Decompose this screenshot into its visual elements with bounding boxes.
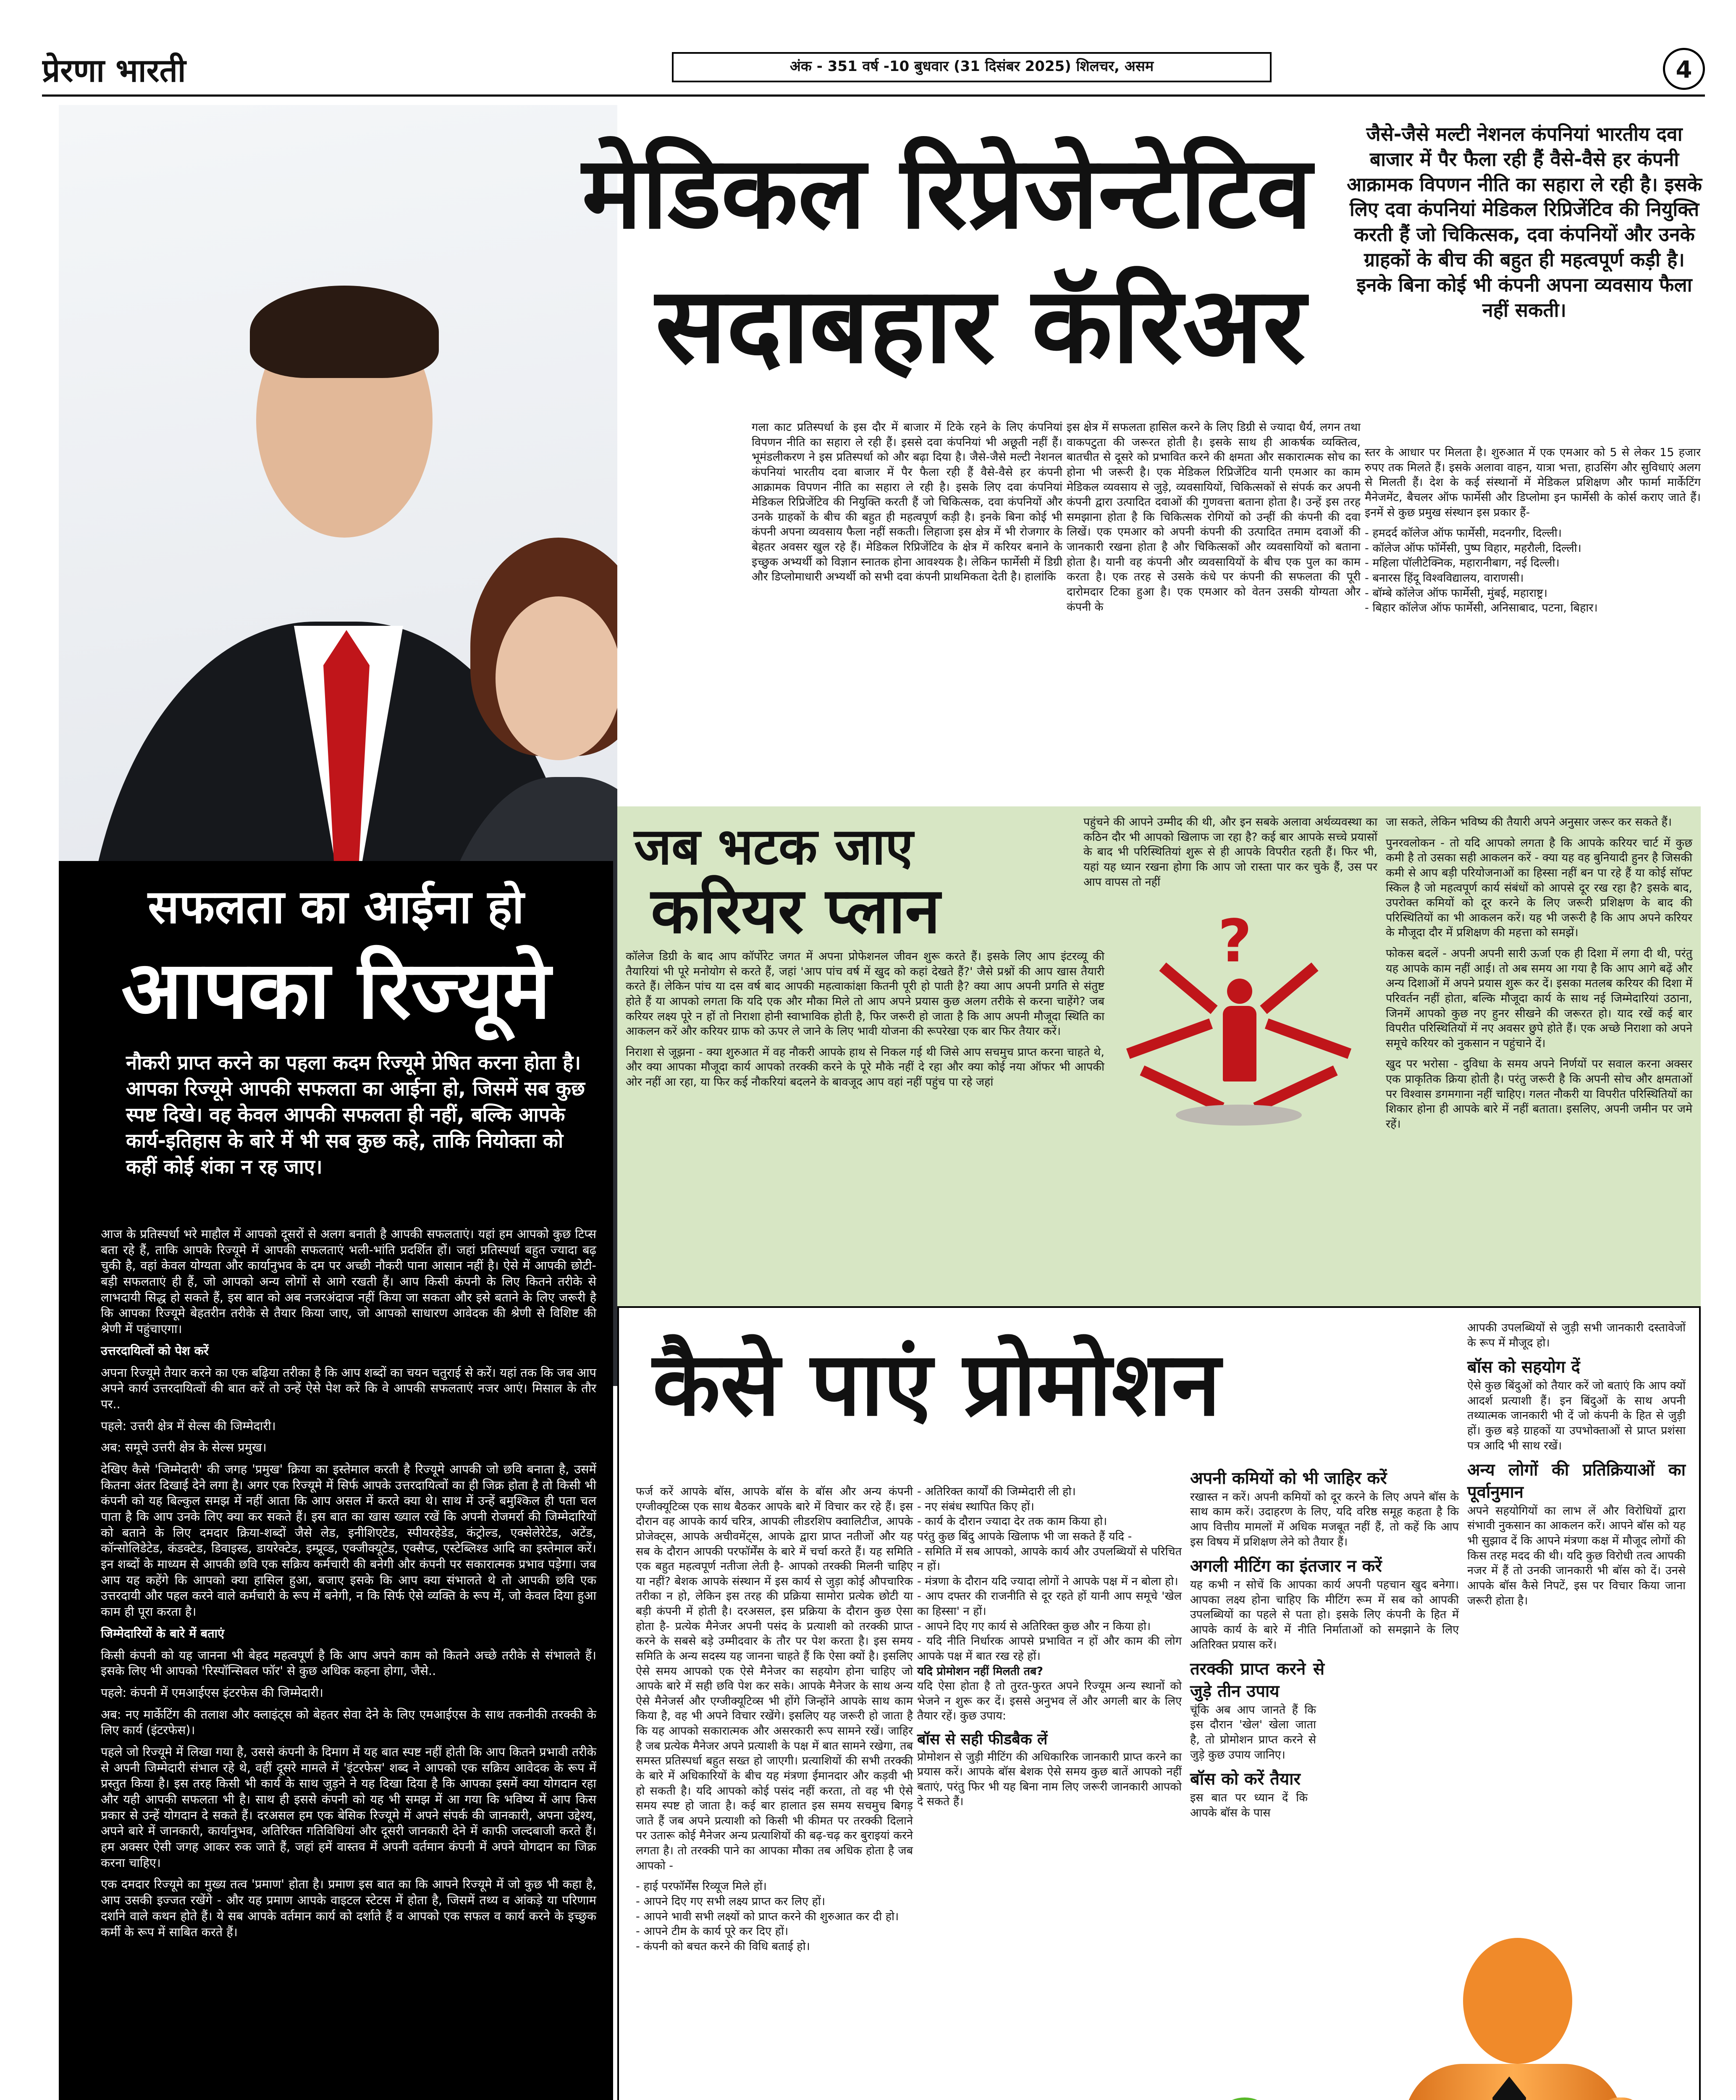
promotion-list-item: - कार्य के दौरान ज्यादा देर तक काम किया हो। [917,1515,1107,1528]
medical-rep-col2: इस क्षेत्र में सफलता हासिल करने के लिए डिग्री से ज्यादा धैर्य, लगन तथा वाकपटुता की जरूरत होती है। इसके साथ ही आकर्षक व्यक्तित्व, बातचीत से दूसरे को प्रभावित करने की क्षमता और सकारात्मक सोच का होना भी जरूरी है। एक मेडिकल रिप्रिजेंटिव यानी एमआर का काम मेडिकल व्यवसाय से जुड़े, व्यवसायियों, चिकित्सकों से संपर्क कर अपनी कंपनी द्वारा उत्पादित दवाओं की गुणवत्ता बताना होता है। उन्हें इस तरह समझाना होता है कि चिकित्सक रोगियों को उन्हीं की कंपनी की दवा लिखें। एक एमआर को अपनी कंपनी की उत्पादित तमाम दवाओं की जानकारी रखना होता है और चिकित्सकों और व्यवसायियों को बताना होता है। यानी वह कंपनी और व्यवसायियों के बीच एक पुल का काम करता है। एक तरह से उसके कंधे पर कंपनी की सफलता की पूरी दारोमदार टिका हुआ है। एक एमआर को वेतन उसकी योग्यता और कंपनी के [1067,421,1361,614]
medical-rep-col1: गला काट प्रतिस्पर्धा के इस दौर में बाजार में टिके रहने के लिए कंपनियां विपणन नीति का सहारा ले रही हैं। इससे दवा कंपनियां भी अछूती नहीं हैं। भूमंडलीकरण ने इस प्रतिस्पर्धा को और बढ़ा दिया है। जैसे-जैसे मल्टी नेशनल कंपनियां भारतीय दवा बाजार में पैर फैला रही हैं वैसे-वैसे हर कंपनी आक्रामक विपणन नीति का सहारा ले रही है। इसके लिए दवा कंपनियां मेडिकल रिप्रिजेंटिव की नियुक्ति करती हैं जो चिकित्सक, दवा कंपनियों और उनके ग्राहकों के बीच की बहुत ही महत्वपूर्ण कड़ी है। इनके बिना कोई भी कंपनी अपना व्यवसाय फैला नहीं सकती। लिहाजा इस क्षेत्र में भी रोजगार के बेहतर अवसर खुल रहे हैं। मेडिकल रिप्रिजेंटिव के क्षेत्र में करियर बनाने के इच्छुक अभ्यर्थी को विज्ञान स्नातक होना आवश्यक है। लेकिन फार्मेसी में डिग्री और डिप्लोमाधारी अभ्यर्थी को सभी दवा कंपनी प्राथमिकता देती है। हालांकि [752,421,1062,584]
institute-item: - बनारस हिंदू विश्वविद्यालय, वाराणसी। [1365,572,1524,585]
promotion-subheading: अगली मीटिंग का इंतजार न करें [1190,1557,1382,1576]
promotion-para: इस बात पर ध्यान दें कि आपके बॉस के पास [1190,1791,1308,1819]
resume-para: पहले जो रिज्यूमे में लिखा गया है, उससे कंपनी के दिमाग में यह बात स्पष्ट नहीं होती कि आप कितने प्रभावी तरीके से अपनी जिम्मेदारी संभाल रहे थे, वहीं दूसरे मामले में 'इंटरफेस' शब्द ने आपको एक सक्रिय आवेदक के रूप में प्रस्तुत किया है। इस तरह किसी भी कार्य के साथ जुड़ने ने यह दिखा दिया है कि आपका इसमें क्या योगदान रहा और यही आपकी सफलता भी है। साथ ही इससे कंपनी को यह भी समझ में आ गया कि भविष्य में आप किस प्रकार से उन्हें योगदान दे सकते हैं। दरअसल हम एक बेसिक रिज्यूमे में अपने संपर्क की जानकारी, अपना उद्देश्य, अपने बारे में जानकारी, कार्यानुभव, अतिरिक्त गतिविधियां और दूसरी जानकारी देने में काफी जल्दबाजी करते हैं। हम अक्सर ऐसी जगह आकर रुक जाते हैं, जहां हमें वास्तव में अपनी वर्तमान कंपनी में अपने योगदान का जिक्र करना चाहिए। [101,1744,596,1870]
question-mark-icon: ? [1218,907,1252,976]
resume-subheading: उत्तरदायित्वों को पेश करें [101,1343,209,1358]
promotion-list-item: - आपने दिए गए सभी लक्ष्य प्राप्त कर लिए हों। [636,1895,826,1908]
resume-feature [59,861,613,2100]
promotion-subheading: अन्य लोगों की प्रतिक्रियाओं का पूर्वानुमान [1467,1460,1686,1502]
career-plan-para: जा सकते, लेकिन भविष्य की तैयारी अपने अनुसार जरूर कर सकते हैं। [1386,816,1672,829]
resume-para: देखिए कैसे 'जिम्मेदारी' की जगह 'प्रमुख' क्रिया का इस्तेमाल करती है रिज्यूमे आपकी जो छवि बनाता है, उसमें कितना अंतर दिखाई देने लगा है। अगर एक रिज्यूमे में सिर्फ आपके उत्तरदायित्वों का ही जिक्र होता है तो किसी भी कंपनी को यह बिल्कुल समझ में नहीं आता कि आप असल में करते क्या थे। साथ में उन्हें बमुश्किल ही पता चल पाता है कि आप उनके लिए क्या कर सकते हैं। इस बात का खास ख्याल रखें कि अपनी रोजमर्रा की जिम्मेदारियों को बताने के लिए दमदार क्रिया-शब्दों जैसे लेड, इनीशिएटेड, स्पीयरहेडेड, कंट्रोल्ड, एक्सेलेरेटेड, अटेंड, कॉन्सोलिडेटेड, कंडक्टेड, डिवाइस्ड, डायरेक्टेड, इम्प्रूव्ड, एक्जीक्यूटेड, एक्सैप्ड, एस्टेब्लिश्ड आदि का इस्तेमाल करें। इन शब्दों के माध्यम से आपकी छवि एक सक्रिय कर्मचारी की बनेगी और कंपनी पर सकारात्मक प्रभाव पड़ेगा। जब आप यह कहेंगे कि आपको क्या हासिल हुआ, बजाए इसके कि आप क्या संभालते थे तो आपकी छवि एक उत्तरदायी और पहल करने वाले कर्मचारी के रूप में बनेगी, न कि सिर्फ ऐसे व्यक्ति के रूप में, जो केवल दिया हुआ काम ही पूरा करता है। [101,1462,596,1619]
promotion-list-item: परंतु कुछ बिंदु आपके खिलाफ भी जा सकते हैं यदि - [917,1530,1132,1543]
institute-item: - बिहार कॉलेज ऑफ फार्मेसी, अनिसाबाद, पटना, बिहार। [1365,601,1598,615]
medical-rep-headline [529,130,1365,433]
career-plan-para: पुनरवलोकन - तो यदि आपको लगता है कि आपके करियर चार्ट में कुछ कमी है तो उसका सही आकलन करें - क्या यह वह बुनियादी हुनर है जिसकी कमी से आप बड़ी परियोजनाओं का हिस्सा नहीं बन पा रहे हैं या कोई सॉफ्ट स्किल है जो महत्वपूर्ण कार्य संबंधों को आपसे दूर रख रहा है? इसके बाद, उपरोक्त कमियों को दूर करने के लिए जरूरी प्रशिक्षण के बाद की परिस्थितियों का भी आकलन करें। यह भी जरूरी है कि आप अपने करियर के मौजूदा दौर में प्रशिक्षण की महत्ता को समझें। [1386,836,1692,940]
career-plan-headline-line1: जब भटक जाए [634,818,913,876]
promotion-para: चूंकि अब आप जानते हैं कि इस दौरान 'खेल' खेला जाता है, तो प्रोमोशन प्राप्त करने से जुड़े कुछ उपाय जानिए। [1190,1703,1316,1761]
masthead [42,46,1705,97]
career-plan-headline-line2: करियर प्लान [651,874,940,948]
resume-para: अपना रिज्यूमे तैयार करने का एक बढ़िया तरीका है कि आप शब्दों का चयन चतुराई से करें। यहां तक कि जब आप अपने कार्य उत्तरदायित्वों की बात करें तो उन्हें ऐसे पेश करें कि वे आपकी सफलताएं नजर आएं। मिसाल के तौर पर.. [101,1365,596,1411]
career-plan-para: कॉलेज डिग्री के बाद आप कॉर्पोरेट जगत में अपना प्रोफेशनल जीवन शुरू करते हैं। इसके लिए आप इंटरव्यू की तैयारियां भी पूरे मनोयोग से करते हैं, जहां 'आप पांच वर्ष में खुद को कहां देखते हैं?' जैसे प्रश्नों की आप खास तैयारी करते हैं। लेकिन पांच या दस वर्ष बाद आपकी महत्वाकांक्षा कितनी पूरी हो पाती है? क्या आप अपनी प्रगति से संतुष्ट होते हैं या आपको लगता कि यदि एक और मौका मिले तो आप अपने प्रयास कुछ अलग तरीके से करना चाहेंगे? जब करियर लक्ष्य पूरे न हों तो निराशा होनी स्वाभाविक होती है, फिर जरूरी हो जाता है कि आप अपनी मौजूदा स्थिति का आकलन करें और करियर ग्राफ को ऊपर ले जाने के लिए भावी योजना की रूपरेखा एक बार फिर तैयार करें। [626,950,1104,1038]
medical-rep-headline-line1: मेडिकल रिप्रेजेन्टेटिव [582,135,1312,251]
orange-figure-illustration [1308,1938,1694,2100]
medical-rep-col3-text: स्तर के आधार पर मिलता है। शुरुआत में एक एमआर को 5 से लेकर 15 हजार रुपए तक मिलते हैं। इसके अलावा वाहन, यात्रा भत्ता, हाउसिंग और सुविधाएं अलग से मिलती हैं। देश के कई संस्थानों में मेडिकल प्रशिक्षण और फार्मा मार्केटिंग मैनेजमेंट, बैचलर ऑफ फार्मेसी और डिप्लोमा इन फार्मेसी के कोर्स कराए जाते हैं। इनमें से कुछ प्रमुख संस्थान इस प्रकार हैं- [1365,446,1701,519]
promotion-para: अपने सहयोगियों का लाभ लें और विरोधियों द्वारा संभावी नुकसान का आकलन करें। आपने बॉस को यह भी सुझाव दें कि आपने मंत्रणा कक्ष में मौजूद लोगों की किस तरह मदद की थी। यदि कुछ विरोधी तत्व आपकी नजर में हैं तो उनकी जानकारी भी बॉस को दें। उनसे आपके बॉस कैसे निपटें, इस पर विचार किया जाना जरूरी होता है। [1467,1504,1686,1607]
promotion-list-item: - समिति में सब आपको, आपके कार्य और उपलब्धियों से परिचित न हों। [917,1545,1182,1573]
medical-rep-headline-line2: सदाबहार कॅरिअर [655,264,1306,386]
promotion-list-item: - आपने दिए गए कार्य से अतिरिक्त कुछ और न किया हो। [917,1620,1151,1633]
resume-para: पहले: कंपनी में एमआईएस इंटरफेस की जिम्मेदारी। [101,1685,323,1700]
resume-para: आज के प्रतिस्पर्धा भरे माहौल में आपको दूसरों से अलग बनाती है आपकी सफलताएं। यहां हम आपको कुछ टिप्स बता रहे हैं, ताकि आपके रिज्यूमे में आपकी सफलताएं भली-भांति प्रदर्शित हों। जहां प्रतिस्पर्धा बहुत ज्यादा बढ़ चुकी है, वहां केवल योग्यता और कार्यानुभव के दम पर अच्छी नौकरी पाना आसान नहीं है। ऐसे में आपकी छोटी-बड़ी सफलताएं ही हैं, जो आपको अन्य लोगों से आगे रखती हैं। आप किसी कंपनी के लिए कितने तरीके से लाभदायी सिद्ध हो सकते हैं, इस बात को अब नजरअंदाज नहीं किया जा सकता और इसे बताने के लिए जरूरी है कि आपका रिज्यूमे बेहतरीन तरीके से तैयार किया जाए, जो आपको साधारण आवेदक की श्रेणी से विशिष्ट की श्रेणी में पहुंचाएगा। [101,1227,596,1336]
promotion-feature [617,1306,1701,2100]
promotion-para: ऐसे कुछ बिंदुओं को तैयार करें जो बताएं कि आप क्यों आदर्श प्रत्याशी हैं। इन बिंदुओं के साथ अपनी तथ्यात्मक जानकारी भी दें जो कंपनी के हित से जुड़ी हों। कुछ बड़े ग्राहकों या उपभोक्ताओं से प्राप्त प्रशंसा पत्र आदि भी साथ रखें। [1467,1379,1686,1452]
promotion-subheading: अपनी कमियों को भी जाहिर करें [1190,1469,1387,1488]
promotion-col2 [917,1484,1182,2100]
institute-list [1365,526,1701,616]
career-plan-col1 [626,949,1104,1302]
resume-headline-line2: आपका रिज्यूमे [121,944,551,1037]
medical-rep-intro: जैसे-जैसे मल्टी नेशनल कंपनियां भारतीय दवा बाजार में पैर फैला रही हैं वैसे-वैसे हर कंपनी आक्रामक विपणन नीति का सहारा ले रही है। इसके लिए दवा कंपनियां मेडिकल रिप्रिजेंटिव की नियुक्ति करती हैं जो चिकित्सक, दवा कंपनियों और उनके ग्राहकों के बीच की बहुत ही महत्वपूर्ण कड़ी है। इनके बिना कोई भी कंपनी अपना व्यवसाय फैला नहीं सकती। [1347,123,1702,321]
feedback-heading: बॉस से सही फीडबैक लें [917,1731,1048,1748]
career-plan-col3 [1386,815,1692,1302]
promotion-para: रखास्त न करें। अपनी कमियों को दूर करने के लिए अपने बॉस के साथ काम करें। उदाहरण के लिए, यदि वरिष्ठ समूह कहता है कि आप वित्तीय मामलों में अधिक मजबूत नहीं हैं, तो कहें कि आप इस विषय में प्रशिक्षण लेने को तैयार हैं। [1190,1490,1459,1549]
promotion-col1 [636,1484,913,2100]
promotion-list-item: - यदि नीति निर्धारक आपसे प्रभावित न हों और काम की लोग आपके पक्ष में बात रख रहे हों। [917,1635,1182,1663]
promotion-para: फर्ज करें आपके बॉस, आपके बॉस के बॉस और अन्य कंपनी एग्जीक्यूटिव्स एक साथ बैठकर आपके बारे में विचार कर रहे हैं। इस दौरान वह आपके कार्य चरित्र, आपकी लीडरशिप क्वालिटीज, आपके प्रोजेक्ट्स, आपके अचीवमेंट्स, आपके द्वारा प्राप्त नतीजों और यह सब के दौरान आपकी परफॉर्मेंस के बारे में चर्चा करते हैं। यह समिति एक बहुत महत्वपूर्ण नतीजा लेती है- आपको तरक्की मिलनी चाहिए या नहीं? बेशक आपके संस्थान में इस कार्य से जुड़ा कोई औपचारिक तरीका न हो, लेकिन इस तरह की प्रक्रिया सामोरा प्रत्येक छोटी या बड़ी कंपनी में होती है। दरअसल, इस प्रक्रिया के दौरान कुछ ऐसा होता है- प्रत्येक मैनेजर अपनी पसंद के प्रत्याशी को तरक्की प्राप्त करने के सबसे बड़े उम्मीदवार के तौर पर पेश करता है। इस समय समिति के अन्य सदस्य यह जानना चाहते हैं कि ऐसा क्यों है। इसलिए ऐसे समय आपको एक ऐसे मैनेजर का सहयोग होना चाहिए जो आपके बारे में सही छवि पेश कर सके। आपके मैनेजर के साथ अन्य ऐसे मैनेजर्स और एग्जीक्यूटिव्स भी होंगे जिन्होंने आपके साथ काम किया है, वह भी अपने विचार रखेंगे। इसलिए यह जरूरी हो जाता है कि यह आपको सकारात्मक और असरकारी रूप सामने रखें। जाहिर है जब प्रत्येक मैनेजर अपने प्रत्याशी के पक्ष में बात सामने रखेगा, तब समस्त प्रतिस्पर्धा बहुत सख्त हो जाएगी। प्रत्याशियों की सभी तरक्की के बारे में अधिकारियों के बीच यह मंत्रणा ईमानदार और कड़वी भी हो सकती है। यदि आपको कोई पसंद नहीं करता, तो वह भी ऐसे समय स्पष्ट हो जाता है। कई बार हालात इस समय सचमुच बिगड़ जाते हैं जब अपने प्रत्याशी को किसी भी कीमत पर तरक्की दिलाने पर उतारू कोई मैनेजर अन्य प्रत्याशियों की बढ़-चढ़ कर बुराइयां करने लगता है। तो तरक्की पाने का आपका मौका तब अधिक होता है जब आपको - [636,1485,913,1872]
promotion-para: यह कभी न सोचें कि आपका कार्य अपनी पहचान खुद बनेगा। आपका लक्ष्य होना चाहिए कि मीटिंग रूम में सब को आपकी उपलब्धियों का पहले से पता हो। इसके लिए कंपनी के हित में आपके कार्य के बारे में नीति निर्माताओं को समझाने के लिए अतिरिक्त प्रयास करें। [1190,1578,1459,1651]
career-plan-feature [617,806,1701,1306]
promotion-list-item: - आप दफ्तर की राजनीति से दूर रहते हों यानी आप समूचे 'खेल का हिस्सा' न हों। [917,1590,1182,1618]
promotion-subheading: बॉस को करें तैयार [1190,1769,1301,1789]
promotion-list-item: - आपने भावी सभी लक्ष्यों को प्राप्त करने की शुरुआत कर दी हो। [636,1910,899,1923]
paper-name: प्रेरणा भारती [42,52,186,89]
resume-subheading: जिम्मेदारियों के बारे में बताएं [101,1626,225,1641]
career-plan-para: निराशा से जूझना - क्या शुरुआत में वह नौकरी आपके हाथ से निकल गई थी जिसे आप सचमुच प्राप्त करना चाहते थे, और क्या आपका मौजूदा कार्य आपको तरक्की करने के पूरे मौके नहीं दे रहा और क्या कोई नया ऑफर भी आपकी ओर नहीं आ रहा, या फिर कई नौकरियां बदलने के बावजूद आप वहां नहीं पहुंच पा रहे जहां [626,1045,1104,1089]
resume-para: एक दमदार रिज्यूमे का मुख्य तत्व 'प्रमाण' होता है। प्रमाण इस बात का कि आपने रिज्यूमे में जो कुछ भी कहा है, आप उसकी इज्जत रखेंगे - और यह प्रमाण आपके वाइटल स्टेटस में होता है, जिसमें तथ्य व आंकड़े या परिणाम दर्शाने वाले कथन होते हैं। ये सब आपके वर्तमान कार्य को दर्शाते हैं व आपको एक सफल व कार्य करने के इच्छुक कर्मी के रूप में साबित करते हैं। [101,1877,596,1939]
promotion-list-item: यदि ऐसा होता है तो तुरत-फुरत अपने रिज्यूम अन्य स्थानों को भेजने न शुरू कर दें। इससे अनुभव लें और अगली बार के लिए तैयार रहें। कुछ उपाय: [917,1680,1182,1723]
feedback-text: प्रोमोशन से जुड़ी मीटिंग की अधिकारिक जानकारी प्राप्त करने का प्रयास करें। आपके बॉस बेशक ऐसे समय कुछ बातें आपको नहीं बताएं, परंतु फिर भी यह बिना नाम लिए जरूरी जानकारी आपको दे सकते हैं। [917,1750,1182,1809]
promotion-para: आपकी उपलब्धियों से जुड़ी सभी जानकारी दस्तावेजों के रूप में मौजूद हो। [1467,1321,1686,1349]
promotion-subheading: यदि प्रोमोशन नहीं मिलती तब? [917,1664,1044,1678]
resume-body [101,1226,596,2100]
page-number: 4 [1663,48,1705,90]
institute-item: - कॉलेज ऑफ फॉर्मेसी, पुष्प विहार, महरौली, दिल्ली। [1365,541,1581,555]
question-mark-illustration [1113,907,1365,1142]
promotion-list-item: - नए संबंध स्थापित किए हों। [917,1500,1034,1513]
institute-item: - महिला पॉलीटेक्निक, महारानीबाग, नई दिल्ली। [1365,556,1560,570]
resume-para: पहले: उत्तरी क्षेत्र में सेल्स की जिम्मेदारी। [101,1418,276,1433]
promotion-col4 [1467,1320,1686,1950]
career-plan-para: फोकस बदलें - अपनी अपनी सारी ऊर्जा एक ही दिशा में लगा दी थी, परंतु यह आपके काम नहीं आई। तो अब समय आ गया है कि आप आगे बढ़ें और अन्य दिशाओं में अपने प्रयास शुरू कर दें। इसका मतलब करियर की दिशा में परिवर्तन नहीं होता, बल्कि मौजूदा कार्य के साथ नई जिम्मेदारियां उठाना, जिनमें आपको कुछ नए हुनर सीखने की जरूरत हो। याद रखें कई बार विपरीत परिस्थितियों में नए अवसर छुपे होते हैं। एक अच्छे निराशा को अपने समूचे करियर को नुकसान न पहुंचाने दें। [1386,947,1692,1050]
promotion-list-item: - आपने टीम के कार्य पूरे कर दिए हों। [636,1925,789,1938]
promotion-subheading: बॉस को सहयोग दें [1467,1357,1580,1377]
resume-para: अब: समूचे उत्तरी क्षेत्र के सेल्स प्रमुख। [101,1440,267,1455]
institute-item: - बॉम्बे कॉलेज ऑफ फार्मेसी, मुंबई, महाराष्ट्र। [1365,586,1548,600]
promotion-list-item: - कंपनी को बचत करने की विधि बताई हो। [636,1940,810,1953]
medical-rep-col3 [1365,445,1701,865]
resume-intro: नौकरी प्राप्त करने का पहला कदम रिज्यूमे प्रेषित करना होता है। आपका रिज्यूमे आपकी सफलता का आईना हो, जिसमें सब कुछ स्पष्ट दिखे। वह केवल आपकी सफलता ही नहीं, बल्कि आपके कार्य-इतिहास के बारे में भी सब कुछ कहे, ताकि नियोक्ता को कहीं कोई शंका न रह जाए। [126,1051,585,1179]
promotion-list-item: - अतिरिक्त कार्यों की जिम्मेदारी ली हो। [917,1485,1076,1498]
resume-para: अब: नए मार्केटिंग की तलाश और क्लाइंट्स को बेहतर सेवा देने के लिए एमआईएस के साथ तकनीकी तरक्की के लिए कार्य (इंटरफेस)। [101,1707,596,1738]
career-plan-para: खुद पर भरोसा - दुविधा के समय अपने निर्णयों पर सवाल करना अक्सर एक प्राकृतिक क्रिया होती है। परंतु जरूरी है कि अपनी सोच और क्षमताओं पर विश्वास डगमगाना नहीं चाहिए। गलत नौकरी या विपरीत परिस्थितियों का शिकार होना ही आपके बारे में नहीं बताता। इसलिए, अपनी जमीन पर जमे रहें। [1386,1058,1692,1131]
promotion-headline: कैसे पाएं प्रोमोशन [653,1333,1221,1436]
institute-item: - हमदर्द कॉलेज ऑफ फार्मेसी, मदनगीर, दिल्ली। [1365,527,1562,540]
resume-headline-line1: सफलता का आईना हो [148,880,524,934]
career-plan-col2: पहुंचने की आपने उम्मीद की थी, और इन सबके अलावा अर्थव्यवस्था का कठिन दौर भी आपको खिलाफ जा रहा है? कई बार आपके सच्चे प्रयासों के बाद भी परिस्थितियां शुरू से ही आपके विपरीत रहती हैं। फिर भी, यहां यह ध्यान रखना होगा कि आप जो रास्ता पार कर चुके हैं, उस पर आप वापस तो नहीं [1083,816,1377,889]
promotion-subheading: तरक्की प्राप्त करने से जुड़े तीन उपाय [1190,1659,1324,1701]
resume-para: किसी कंपनी को यह जानना भी बेहद महत्वपूर्ण है कि आप अपने काम को कितने अच्छे तरीके से संभालते हैं। इसके लिए भी आपको 'रिस्पॉन्सिबल फॉर' से कुछ अधिक कहना होगा, जैसे.. [101,1648,596,1678]
promotion-list-item: - मंत्रणा के दौरान यदि ज्यादा लोगों ने आपके पक्ष में न बोला हो। [917,1575,1178,1588]
green-figures-illustration [892,2047,1362,2100]
issue-info: अंक - 351 वर्ष -10 बुधवार (31 दिसंबर 2025) शिलचर, असम [672,52,1272,82]
promotion-list-item: - हाई परफॉर्मेंस रिव्यूज मिले हों। [636,1880,767,1893]
